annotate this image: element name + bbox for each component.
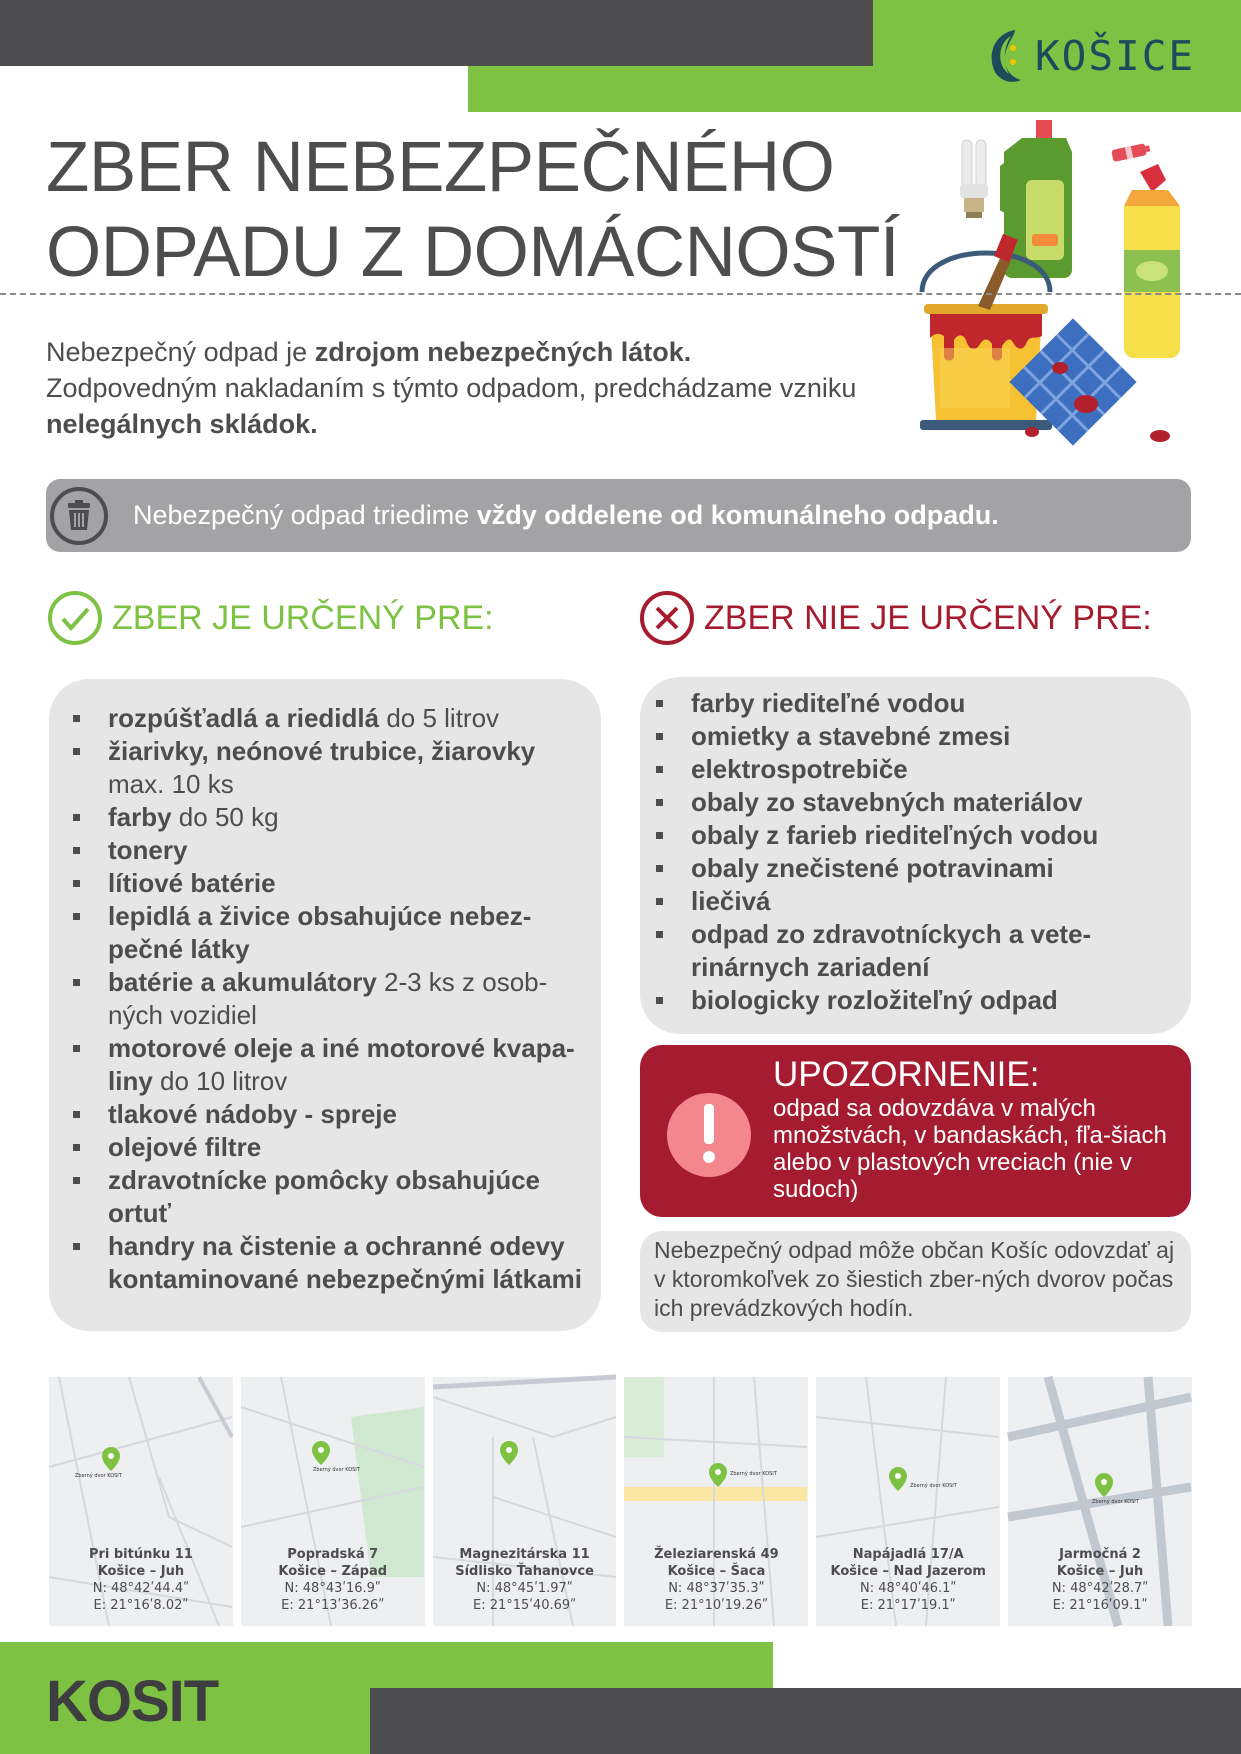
list-item (69, 1032, 591, 1098)
intro-text-part: Zodpovedným nakladaním s týmto odpadom, predchádzame vzniku (46, 373, 857, 403)
list-item (69, 735, 591, 801)
location-street: Jarmočná 2 (1059, 1547, 1141, 1562)
footer-dark-bar (370, 1688, 1241, 1754)
list-item-bold: farby riediteľné vodou (691, 688, 966, 718)
list-item-bold: motorové oleje a iné motorové kvapa-liny (108, 1033, 575, 1096)
kosit-logo: KOSIT (46, 1669, 219, 1734)
list-item (652, 852, 1181, 885)
list-item (652, 786, 1181, 819)
list-item (69, 1230, 591, 1296)
list-item (69, 1131, 591, 1164)
location-label (433, 1546, 617, 1614)
location-longitude: E: 21°16ʹ8.02ʺ (93, 1598, 189, 1613)
list-item (69, 867, 591, 900)
list-item-bold: biologicky rozložiteľný odpad (691, 985, 1058, 1015)
list-item-bold: handry na čistenie a ochranné odevy kontaminované nebezpečnými látkami (108, 1231, 582, 1294)
list-item-bold: odpad zo zdravotníckych a vete-rinárnych zariadení (691, 919, 1092, 982)
allowed-list-card (49, 679, 601, 1331)
bulb-icon (960, 140, 988, 218)
list-item (652, 753, 1181, 786)
list-item-bold: obaly zo stavebných materiálov (691, 787, 1083, 817)
list-item-bold: olejové filtre (108, 1132, 262, 1162)
location-latitude: N: 48°40ʹ46.1ʺ (860, 1581, 957, 1596)
location-street: Popradská 7 (287, 1547, 379, 1562)
allowed-heading-text: ZBER JE URČENÝ PRE: (112, 598, 494, 637)
not-allowed-list (652, 687, 1181, 1017)
list-item (652, 885, 1181, 918)
list-item (69, 801, 591, 834)
location-label (49, 1546, 233, 1614)
spray-bottle-icon (1124, 164, 1180, 358)
list-item-bold: omietky a stavebné zmesi (691, 721, 1011, 751)
not-allowed-list-card (640, 677, 1191, 1034)
page-title-line2: ODPADU Z DOMÁCNOSTÍ (46, 213, 900, 292)
list-item-bold: žiarivky, neónové trubice, žiarovky (108, 736, 536, 766)
location-latitude: N: 48°43ʹ16.9ʺ (284, 1581, 381, 1596)
list-item-bold: obaly z farieb riediteľných vodou (691, 820, 1099, 850)
intro-text-bold: nelegálnych skládok. (46, 409, 318, 439)
location-longitude: E: 21°15ʹ40.69ʺ (473, 1598, 577, 1613)
location-latitude: N: 48°45ʹ1.97ʺ (476, 1581, 573, 1596)
svg-text:Zberný dvor KOSIT: Zberný dvor KOSIT (1092, 1499, 1139, 1505)
sorting-notice-bold: vždy oddelene od komunálneho odpadu. (476, 500, 999, 530)
page-title-line1: ZBER NEBEZPEČNÉHO (46, 128, 835, 207)
intro-text-part: Nebezpečný odpad je (46, 337, 315, 367)
intro-text-bold: zdrojom nebezpečných látok. (314, 337, 692, 367)
list-item-bold: obaly znečistené potravinami (691, 853, 1054, 883)
location-district: Košice – Juh (1056, 1564, 1144, 1579)
location-latitude: N: 48°42ʹ28.7ʺ (1051, 1581, 1149, 1596)
trash-bin-icon (49, 486, 109, 546)
location-street: Napájadlá 17/A (852, 1547, 964, 1562)
map-pin-icon (1094, 1473, 1174, 1507)
list-item (652, 819, 1181, 852)
list-item (69, 1098, 591, 1131)
svg-text:Zberný dvor KOSIT: Zberný dvor KOSIT (910, 1483, 958, 1489)
header-green-bar-lower (468, 66, 873, 112)
warning-box (640, 1045, 1191, 1217)
hazardous-waste-illustration (910, 120, 1200, 445)
location-label (1008, 1546, 1192, 1614)
list-item-detail: do 10 litrov (152, 1066, 288, 1096)
kosice-logo (985, 25, 1195, 87)
list-item-bold: zdravotnícke pomôcky obsahujúce ortuť (108, 1165, 541, 1228)
kosice-logo-text: KOŠICE (1035, 32, 1196, 80)
x-circle-icon (638, 589, 696, 647)
intro-text (46, 334, 906, 442)
list-item (652, 687, 1181, 720)
svg-text:Zberný dvor KOSIT: Zberný dvor KOSIT (75, 1473, 122, 1479)
allowed-heading (46, 588, 494, 648)
list-item-detail: max. 10 ks (108, 769, 234, 799)
list-item (69, 1164, 591, 1230)
list-item (652, 918, 1181, 984)
list-item-detail: do 5 litrov (379, 703, 500, 733)
location-label (241, 1546, 425, 1614)
list-item-bold: farby (108, 802, 172, 832)
warning-title: UPOZORNENIE: (773, 1055, 1040, 1094)
location-label (624, 1546, 808, 1614)
location-longitude: E: 21°13ʹ36.26ʺ (281, 1598, 385, 1613)
exclamation-icon (667, 1093, 751, 1177)
sorting-notice-text (133, 500, 999, 531)
location-district: Sídlisko Ťahanovce (455, 1564, 594, 1579)
map-pin-icon (708, 1463, 788, 1497)
battery-icon (1111, 142, 1151, 162)
list-item-bold: liečivá (691, 886, 771, 916)
location-district: Košice – Šaca (667, 1564, 766, 1579)
sorting-notice (46, 479, 1191, 552)
section-divider (0, 293, 1241, 295)
location-longitude: E: 21°10ʹ19.26ʺ (664, 1598, 768, 1613)
location-street: Železiarenská 49 (654, 1547, 779, 1562)
list-item-bold: batérie a akumulátory (108, 967, 377, 997)
map-pin-icon (75, 1447, 181, 1481)
svg-text:Zberný dvor KOSIT: Zberný dvor KOSIT (730, 1471, 778, 1477)
map-pin-icon (311, 1441, 391, 1475)
not-allowed-heading-text: ZBER NIE JE URČENÝ PRE: (704, 598, 1152, 637)
list-item (69, 702, 591, 735)
list-item (69, 966, 591, 1032)
location-latitude: N: 48°37ʹ35.3ʺ (668, 1581, 765, 1596)
location-longitude: E: 21°17ʹ19.1ʺ (860, 1598, 956, 1613)
kosice-logo-icon (985, 26, 1027, 86)
map-pin-icon (888, 1467, 968, 1501)
collection-yards-info: Nebezpečný odpad môže občan Košíc odovzdať aj v ktoromkoľvek zo šiestich zber-ných dvorov počas ich prevádzkových hodín. (640, 1231, 1191, 1332)
map-card[interactable] (241, 1377, 425, 1626)
location-label (816, 1546, 1000, 1614)
location-street: Magnezitárska 11 (459, 1547, 590, 1562)
sorting-notice-part: Nebezpečný odpad triedime (133, 500, 477, 530)
location-district: Košice – Juh (97, 1564, 185, 1579)
list-item-bold: rozpúšťadlá a riedidlá (108, 703, 380, 733)
list-item-bold: tlakové nádoby - spreje (108, 1099, 397, 1129)
list-item (652, 984, 1181, 1017)
list-item-detail: 2-3 ks z osob-ných vozidiel (108, 967, 548, 1030)
svg-text:Zberný dvor KOSIT: Zberný dvor KOSIT (312, 1467, 360, 1473)
map-card[interactable] (433, 1377, 617, 1626)
map-card[interactable] (816, 1377, 1000, 1626)
map-pin-icon (499, 1441, 579, 1475)
not-allowed-heading (638, 588, 1152, 648)
allowed-list (69, 702, 591, 1296)
location-district: Košice – Nad Jazerom (830, 1564, 986, 1579)
check-circle-icon (46, 589, 104, 647)
map-card[interactable] (49, 1377, 233, 1626)
list-item-bold: tonery (108, 835, 188, 865)
location-latitude: N: 48°42ʹ44.4ʺ (92, 1581, 190, 1596)
warning-text: odpad sa odovzdáva v malých množstvách, v bandaskách, fľa-šiach alebo v plastových vreciach (nie v sudoch) (773, 1095, 1167, 1203)
list-item-bold: lepidlá a živice obsahujúce nebez-pečné látky (108, 901, 532, 964)
collection-yards-maps (49, 1377, 1192, 1626)
list-item (69, 834, 591, 867)
map-card[interactable] (624, 1377, 808, 1626)
list-item-detail: do 50 kg (171, 802, 279, 832)
location-street: Pri bitúnku 11 (88, 1547, 193, 1562)
page-title (46, 125, 946, 295)
list-item (69, 900, 591, 966)
location-longitude: E: 21°16ʹ09.1ʺ (1052, 1598, 1148, 1613)
list-item (652, 720, 1181, 753)
list-item-bold: lítiové batérie (108, 868, 276, 898)
header-dark-bar (0, 0, 873, 66)
map-card[interactable] (1008, 1377, 1192, 1626)
location-district: Košice – Západ (278, 1564, 388, 1579)
list-item-bold: elektrospotrebiče (691, 754, 908, 784)
